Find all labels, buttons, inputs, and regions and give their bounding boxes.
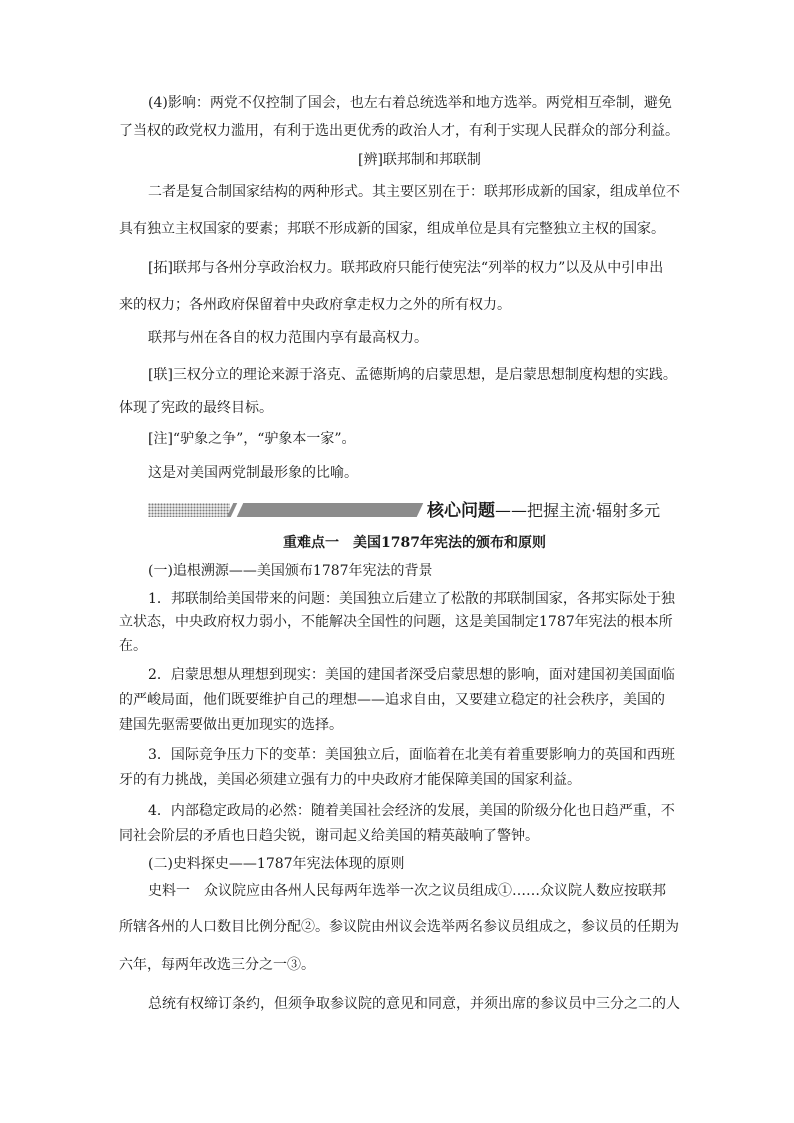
text-line: 建国先驱需要做出更加现实的选择。 — [119, 717, 343, 733]
text-line: (一)追根溯源——美国颁布1787年宪法的背景 — [148, 563, 433, 579]
text-line: 1．邦联制给美国带来的问题：美国独立后建立了松散的邦联制国家，各邦实际处于独 — [148, 591, 675, 607]
banner-bar — [227, 503, 424, 517]
text-line: 总统有权缔订条约，但须争取参议院的意见和同意，并须出席的参议员中三分之二的人 — [148, 996, 680, 1012]
text-line: 了当权的政党权力滥用，有利于选出更优秀的政治人才，有利于实现人民群众的部分利益。 — [119, 123, 679, 139]
text-line: 牙的有力挑战，美国必须建立强有力的中央政府才能保障美国的国家利益。 — [119, 772, 581, 788]
section-banner — [148, 497, 661, 525]
text-line: 联邦与州在各自的权力范围内享有最高权力。 — [148, 330, 428, 346]
text-line: (4)影响：两党不仅控制了国会，也左右着总统选举和地方选举。两党相互牵制，避免 — [148, 95, 672, 111]
text-line: (二)史料探史——1787年宪法体现的原则 — [148, 856, 405, 872]
text-line: 4．内部稳定政局的必然：随着美国社会经济的发展，美国的阶级分化也日趋严重，不 — [148, 803, 675, 819]
text-line: [拓]联邦与各州分享政治权力。联邦政府只能行使宪法“列举的权力”以及从中引申出 — [148, 260, 664, 276]
text-line: 所辖各州的人口数目比例分配②。参议院由州议会选举两名参议员组成之，参议员的任期为 — [119, 919, 679, 935]
text-line: 史料一 众议院应由各州人民每两年选举一次之议员组成①……众议院人数应按联邦 — [148, 883, 666, 899]
text-line: [注]“驴象之争”，“驴象本一家”。 — [148, 431, 356, 447]
text-line: 六年，每两年改选三分之一③。 — [119, 957, 315, 973]
banner-title: 核心问题——把握主流·辐射多元 — [427, 501, 661, 521]
banner-dot-pattern — [148, 503, 230, 517]
text-line: 来的权力；各州政府保留着中央政府拿走权力之外的所有权力。 — [119, 297, 511, 313]
text-line: 具有独立主权国家的要素；邦联不形成新的国家，组成单位是具有完整独立主权的国家。 — [119, 221, 665, 237]
subheading-bian: [辨]联邦制和邦联制 — [358, 152, 481, 168]
text-line: 这是对美国两党制最形象的比喻。 — [148, 465, 358, 481]
text-line: 在。 — [119, 638, 147, 654]
text-line: 的严峻局面，他们既要维护自己的理想——追求自由，又要建立稳定的社会秩序，美国的 — [119, 692, 665, 708]
text-line: 2．启蒙思想从理想到现实：美国的建国者深受启蒙思想的影响，面对建国初美国面临 — [148, 667, 675, 683]
text-line: 立状态，中央政府权力弱小，不能解决全国性的问题，这是美国制定1787年宪法的根本所 — [119, 614, 673, 630]
text-line: 同社会阶层的矛盾也日趋尖锐，谢司起义给美国的精英敲响了警钟。 — [119, 828, 539, 844]
text-line: [联]三权分立的理论来源于洛克、孟德斯鸠的启蒙思想，是启蒙思想制度构想的实践。 — [148, 367, 677, 383]
text-line: 3．国际竞争压力下的变革：美国独立后，面临着在北美有着重要影响力的英国和西班 — [148, 747, 675, 763]
section-title: 重难点一 美国1787年宪法的颁布和原则 — [283, 535, 546, 551]
text-line: 体现了宪政的最终目标。 — [119, 400, 273, 416]
text-line: 二者是复合制国家结构的两种形式。其主要区别在于：联邦形成新的国家，组成单位不 — [148, 184, 680, 200]
